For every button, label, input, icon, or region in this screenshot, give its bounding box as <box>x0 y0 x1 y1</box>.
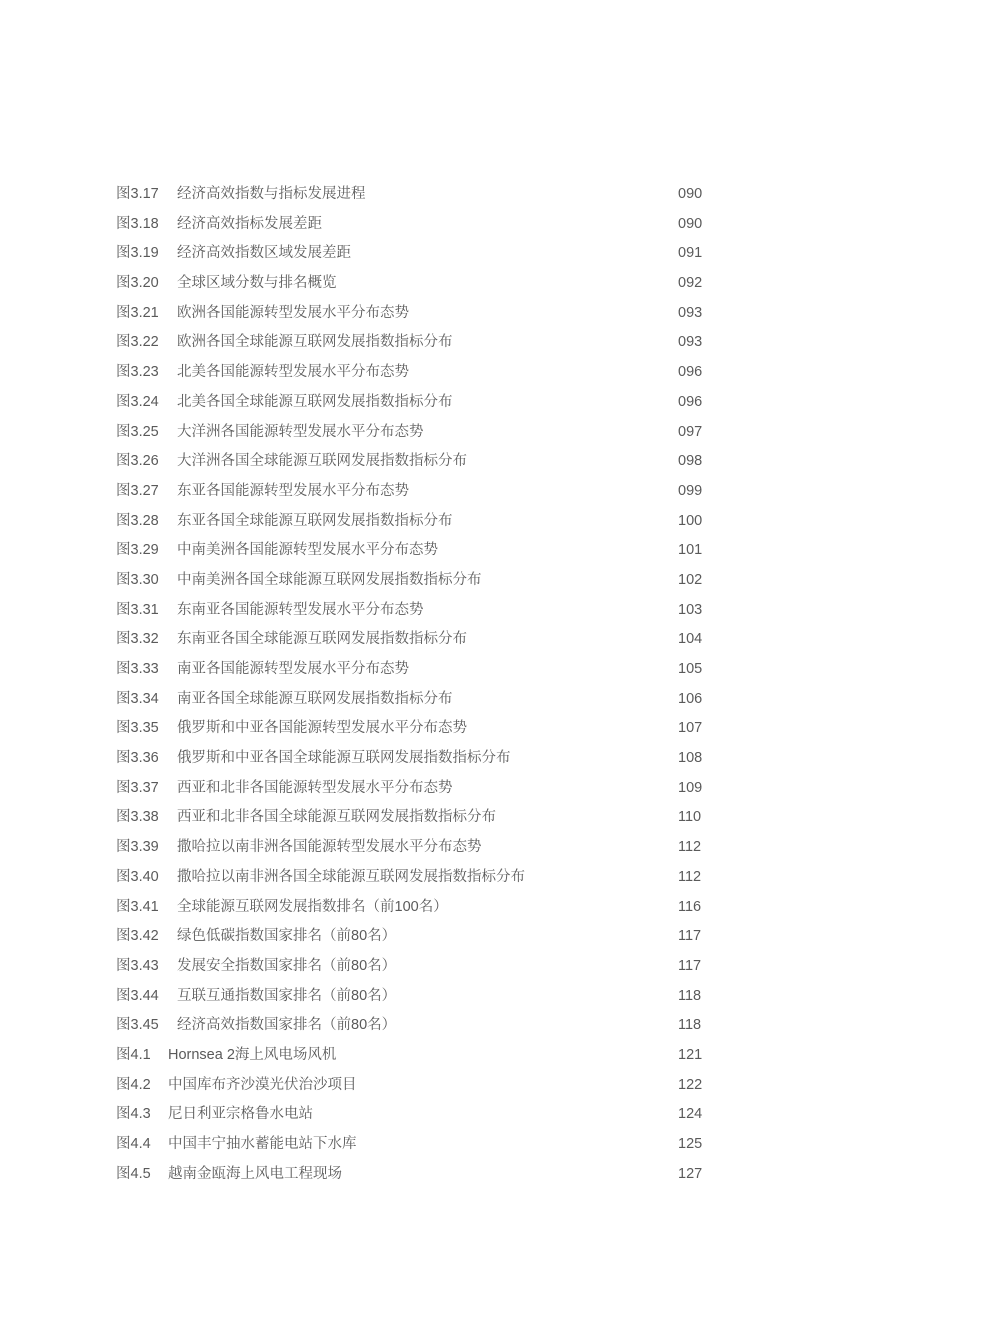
figure-title: 东南亚各国能源转型发展水平分布态势 <box>177 601 424 618</box>
figure-number: 图3.25 <box>116 423 159 440</box>
toc-entry <box>116 774 716 804</box>
figure-title: 尼日利亚宗格鲁水电站 <box>168 1106 313 1123</box>
figure-title: 欧洲各国全球能源互联网发展指数指标分布 <box>177 334 453 351</box>
figure-title: 绿色低碳指数国家排名（前80名） <box>177 928 397 945</box>
figure-title: 东南亚各国全球能源互联网发展指数指标分布 <box>177 631 467 648</box>
page-number: 109 <box>678 779 703 796</box>
figure-title: 撒哈拉以南非洲各国全球能源互联网发展指数指标分布 <box>177 868 525 885</box>
figure-number: 图3.31 <box>116 601 159 618</box>
page-number: 090 <box>678 186 703 202</box>
figure-number: 图3.33 <box>116 661 159 677</box>
figure-title: 经济高效指数国家排名（前80名） <box>177 1017 397 1034</box>
page-number: 090 <box>678 215 703 232</box>
toc-entry <box>116 863 716 893</box>
toc-entry <box>116 507 716 537</box>
toc-entry <box>116 893 716 923</box>
toc-entry <box>116 596 716 626</box>
figure-number: 图3.18 <box>116 215 159 232</box>
toc-entry <box>116 566 716 596</box>
figure-number: 图3.30 <box>116 571 159 588</box>
figure-number: 图3.39 <box>116 839 159 856</box>
figure-number: 图3.41 <box>116 898 159 915</box>
toc-entry <box>116 744 716 774</box>
figure-number: 图3.38 <box>116 809 159 826</box>
figure-title: 南亚各国能源转型发展水平分布态势 <box>177 661 409 677</box>
figure-title: 俄罗斯和中亚各国能源转型发展水平分布态势 <box>177 720 467 737</box>
page-number: 106 <box>678 690 703 707</box>
toc-entry <box>116 328 716 358</box>
page-number: 112 <box>678 868 702 885</box>
page-number: 092 <box>678 275 703 292</box>
figure-number: 图4.4 <box>116 1136 151 1152</box>
figure-title: 大洋洲各国能源转型发展水平分布态势 <box>177 423 424 440</box>
toc-entry <box>116 1041 716 1071</box>
toc-entry <box>116 358 716 388</box>
figure-number: 图3.29 <box>116 542 159 559</box>
page-number: 091 <box>678 245 703 262</box>
toc-entry <box>116 803 716 833</box>
page-number: 093 <box>678 304 703 321</box>
page-number: 112 <box>678 839 702 856</box>
figure-number: 图3.28 <box>116 512 159 529</box>
toc-entry <box>116 477 716 507</box>
page-number: 098 <box>678 453 703 470</box>
page-number: 105 <box>678 661 703 677</box>
figure-title: 经济高效指数与指标发展进程 <box>177 186 366 202</box>
page-number: 117 <box>678 957 702 974</box>
figure-title: 中国库布齐沙漠光伏治沙项目 <box>168 1076 357 1093</box>
figure-title: 全球能源互联网发展指数排名（前100名） <box>177 898 448 915</box>
figure-number: 图3.24 <box>116 393 159 410</box>
toc-entry <box>116 210 716 240</box>
figure-title: 中国丰宁抽水蓄能电站下水库 <box>168 1136 357 1152</box>
figure-number: 图3.23 <box>116 364 159 381</box>
page-number: 108 <box>678 750 703 767</box>
toc-entry <box>116 982 716 1012</box>
figure-title: 撒哈拉以南非洲各国能源转型发展水平分布态势 <box>177 839 482 856</box>
page-number: 118 <box>678 1017 702 1034</box>
figure-title: 中南美洲各国能源转型发展水平分布态势 <box>177 542 438 559</box>
figure-title: 越南金瓯海上风电工程现场 <box>168 1165 342 1182</box>
figure-title: 经济高效指标发展差距 <box>177 215 322 232</box>
page-number: 100 <box>678 512 703 529</box>
page-number: 104 <box>678 631 703 648</box>
figure-list <box>116 180 716 1189</box>
page-number: 118 <box>678 987 702 1004</box>
toc-entry <box>116 625 716 655</box>
toc-entry <box>116 1011 716 1041</box>
figure-title: 全球区域分数与排名概览 <box>177 275 337 292</box>
toc-entry <box>116 952 716 982</box>
figure-title: 北美各国全球能源互联网发展指数指标分布 <box>177 393 453 410</box>
figure-number: 图3.19 <box>116 245 159 262</box>
page-number: 110 <box>678 809 702 826</box>
figure-title: 俄罗斯和中亚各国全球能源互联网发展指数指标分布 <box>177 750 511 767</box>
figure-number: 图3.37 <box>116 779 159 796</box>
toc-entry <box>116 1100 716 1130</box>
toc-entry <box>116 447 716 477</box>
figure-number: 图3.17 <box>116 186 159 202</box>
toc-entry <box>116 388 716 418</box>
page-number: 096 <box>678 393 703 410</box>
toc-entry <box>116 536 716 566</box>
figure-title: 发展安全指数国家排名（前80名） <box>177 957 397 974</box>
figure-number: 图3.35 <box>116 720 159 737</box>
figure-number: 图3.45 <box>116 1017 159 1034</box>
page-number: 102 <box>678 571 703 588</box>
toc-entry <box>116 655 716 685</box>
page-number: 101 <box>678 542 703 559</box>
page-number: 116 <box>678 898 702 915</box>
figure-number: 图3.27 <box>116 482 159 499</box>
figure-number: 图3.26 <box>116 453 159 470</box>
figure-number: 图3.21 <box>116 304 159 321</box>
figure-title: 互联互通指数国家排名（前80名） <box>177 987 397 1004</box>
toc-entry <box>116 1130 716 1160</box>
figure-number: 图3.44 <box>116 987 159 1004</box>
figure-number: 图4.3 <box>116 1106 151 1123</box>
toc-entry <box>116 418 716 448</box>
page-number: 125 <box>678 1136 703 1152</box>
figure-title: 北美各国能源转型发展水平分布态势 <box>177 364 409 381</box>
page-number: 096 <box>678 364 703 381</box>
figure-number: 图4.2 <box>116 1076 151 1093</box>
figure-title: 东亚各国全球能源互联网发展指数指标分布 <box>177 512 453 529</box>
toc-entry <box>116 269 716 299</box>
toc-entry <box>116 833 716 863</box>
figure-title: 欧洲各国能源转型发展水平分布态势 <box>177 304 409 321</box>
figure-number: 图3.20 <box>116 275 159 292</box>
toc-entry <box>116 1071 716 1101</box>
figure-number: 图4.5 <box>116 1165 151 1182</box>
figure-number: 图4.1 <box>116 1046 151 1063</box>
figure-title: 经济高效指数区域发展差距 <box>177 245 351 262</box>
figure-title: 东亚各国能源转型发展水平分布态势 <box>177 482 409 499</box>
figure-number: 图3.36 <box>116 750 159 767</box>
toc-entry <box>116 180 716 210</box>
page-number: 103 <box>678 601 703 618</box>
figure-number: 图3.34 <box>116 690 159 707</box>
toc-entry <box>116 1160 716 1190</box>
toc-entry <box>116 685 716 715</box>
figure-number: 图3.40 <box>116 868 159 885</box>
page-number: 122 <box>678 1076 703 1093</box>
figure-number: 图3.32 <box>116 631 159 648</box>
toc-entry <box>116 239 716 269</box>
figure-number: 图3.22 <box>116 334 159 351</box>
figure-number: 图3.42 <box>116 928 159 945</box>
figure-title: 大洋洲各国全球能源互联网发展指数指标分布 <box>177 453 467 470</box>
page-number: 121 <box>678 1046 703 1063</box>
figure-number: 图3.43 <box>116 957 159 974</box>
page-number: 097 <box>678 423 703 440</box>
page-number: 127 <box>678 1165 703 1182</box>
toc-entry <box>116 922 716 952</box>
page-number: 093 <box>678 334 703 351</box>
page-number: 107 <box>678 720 703 737</box>
toc-entry <box>116 714 716 744</box>
page-number: 117 <box>678 928 702 945</box>
toc-entry <box>116 299 716 329</box>
figure-title: 西亚和北非各国能源转型发展水平分布态势 <box>177 779 453 796</box>
figure-title: 南亚各国全球能源互联网发展指数指标分布 <box>177 690 453 707</box>
page-number: 099 <box>678 482 703 499</box>
figure-title: Hornsea 2海上风电场风机 <box>168 1046 337 1063</box>
figure-title: 中南美洲各国全球能源互联网发展指数指标分布 <box>177 571 482 588</box>
figure-title: 西亚和北非各国全球能源互联网发展指数指标分布 <box>177 809 496 826</box>
page-number: 124 <box>678 1106 703 1123</box>
